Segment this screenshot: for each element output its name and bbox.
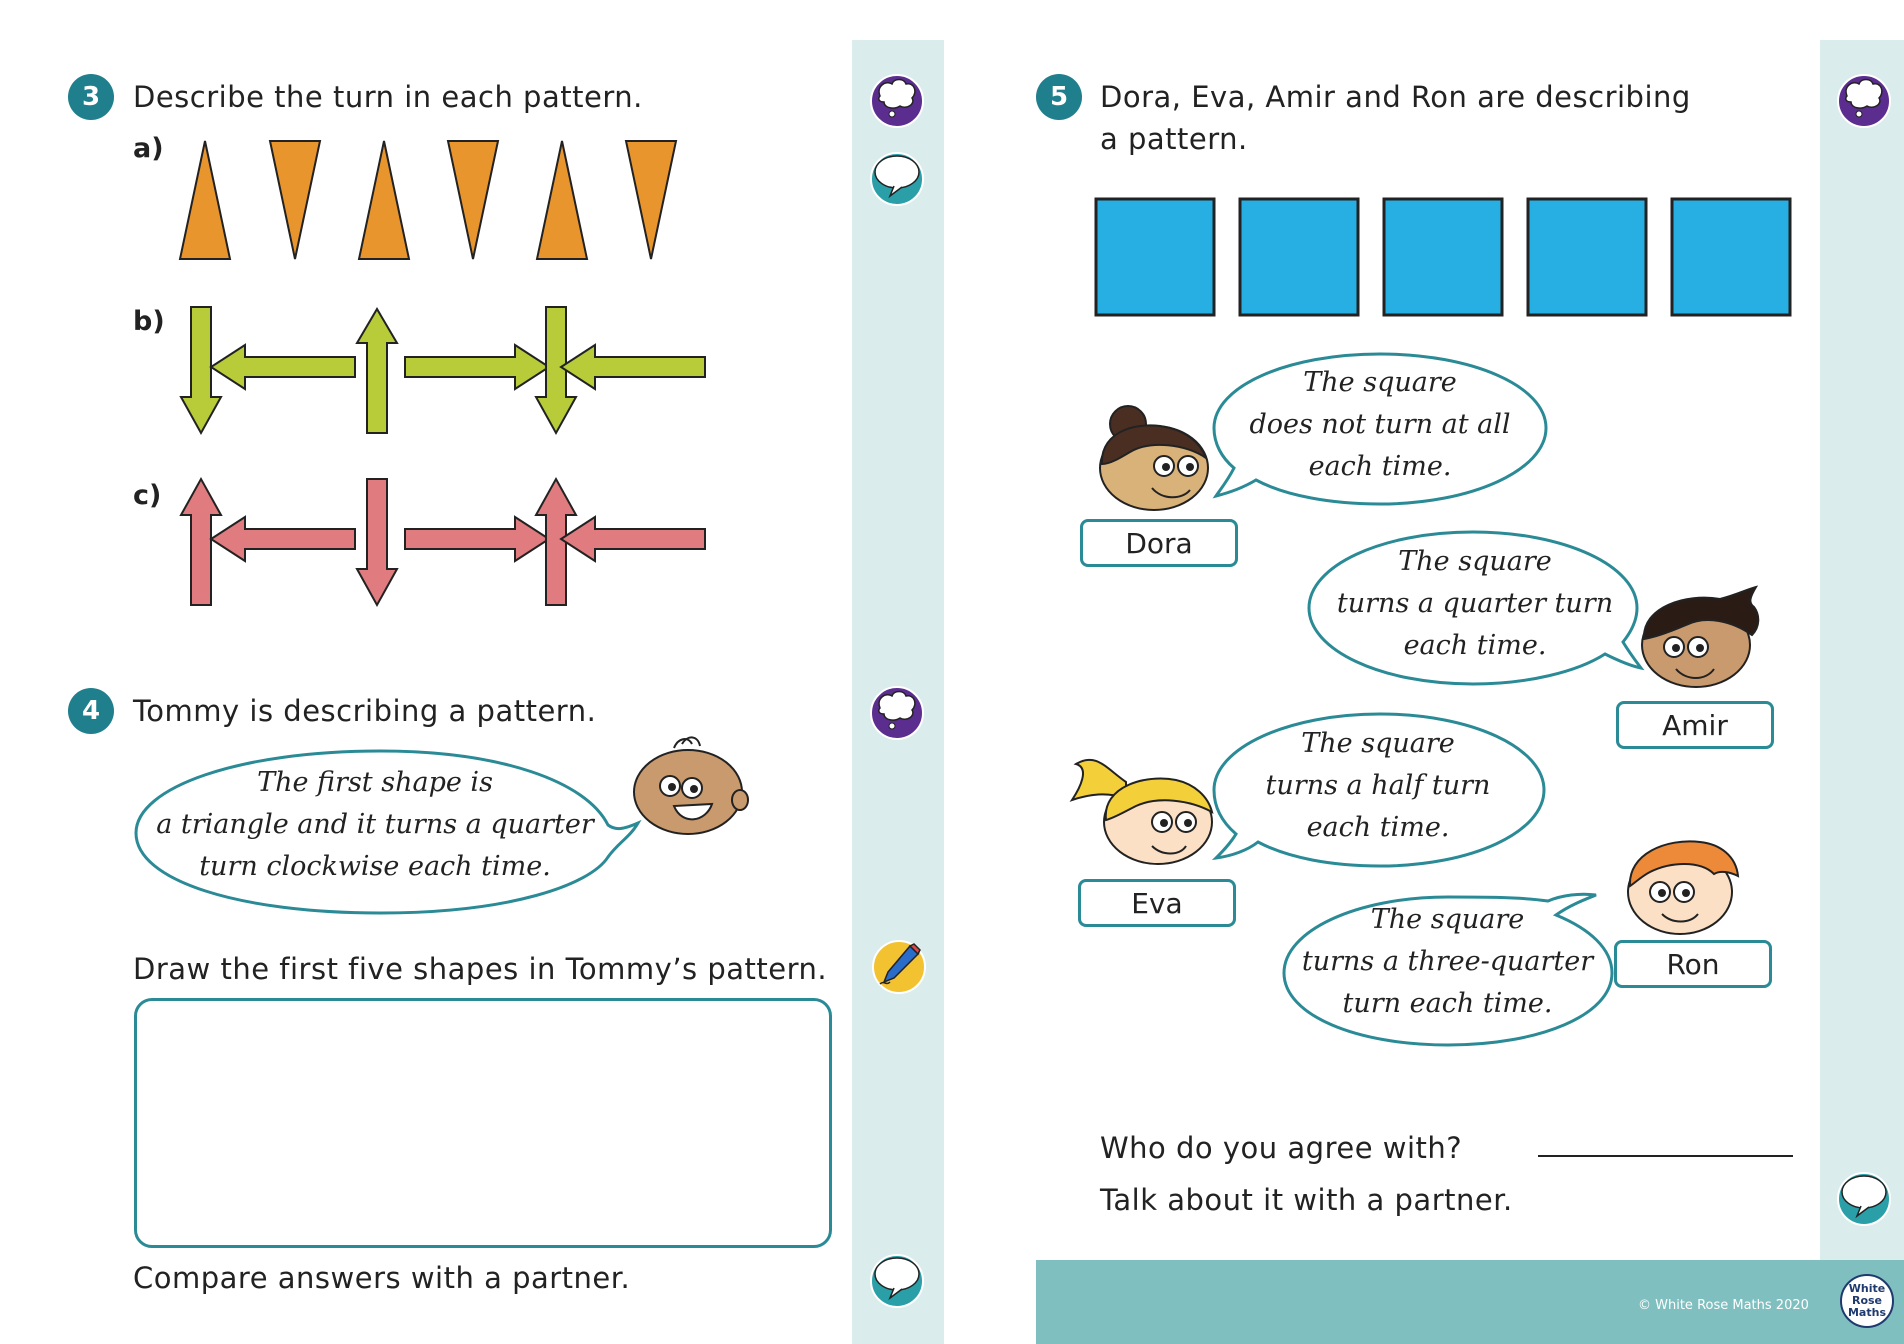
arrow-left-2 bbox=[561, 345, 705, 389]
answer-line[interactable] bbox=[1538, 1155, 1793, 1157]
talk-instruction: Talk about it with a partner. bbox=[1100, 1183, 1513, 1217]
thought-bubble-icon bbox=[868, 70, 926, 128]
part-c-label: c) bbox=[133, 480, 162, 511]
amir-name-label: Amir bbox=[1616, 701, 1774, 749]
eva-avatar bbox=[1066, 748, 1226, 870]
logo-line-1: White bbox=[1848, 1282, 1886, 1295]
dora-bubble-line-1: The square bbox=[1303, 367, 1457, 398]
arrow-left-1 bbox=[211, 345, 355, 389]
ron-bubble-line-1: The square bbox=[1370, 904, 1525, 935]
dora-bubble-line-3: each time. bbox=[1308, 451, 1452, 482]
logo-line-2: Rose bbox=[1851, 1294, 1883, 1307]
amir-bubble-line-3: each time. bbox=[1403, 630, 1547, 661]
triangle-pattern bbox=[170, 135, 690, 265]
question-5-number: 5 bbox=[1036, 74, 1082, 120]
logo-line-3: Maths bbox=[1847, 1306, 1886, 1319]
dora-avatar bbox=[1090, 400, 1220, 515]
arrow-left-4 bbox=[561, 517, 705, 561]
tommy-bubble-line-1: The first shape is bbox=[257, 767, 493, 798]
speech-bubble-icon bbox=[1835, 1168, 1893, 1226]
amir-bubble-text bbox=[1320, 541, 1630, 667]
tommy-bubble-text bbox=[140, 762, 610, 888]
tommy-bubble-line-3: turn clockwise each time. bbox=[199, 851, 551, 882]
square-pattern bbox=[1092, 195, 1802, 320]
arrow-right-1 bbox=[405, 345, 549, 389]
triangle-down-3 bbox=[626, 141, 676, 259]
ron-avatar bbox=[1620, 830, 1750, 940]
square-2 bbox=[1240, 199, 1358, 315]
speech-bubble-icon bbox=[868, 1250, 926, 1308]
dora-bubble-text bbox=[1230, 362, 1530, 488]
arrow-left-3 bbox=[211, 517, 355, 561]
arrow-up-1 bbox=[357, 309, 397, 433]
eva-bubble-line-3: each time. bbox=[1306, 812, 1450, 843]
thought-bubble-icon bbox=[1835, 70, 1893, 128]
amir-bubble-line-1: The square bbox=[1398, 546, 1552, 577]
triangle-down-2 bbox=[448, 141, 498, 259]
drawing-answer-box[interactable] bbox=[134, 998, 832, 1248]
copyright-text: © White Rose Maths 2020 bbox=[1638, 1298, 1809, 1313]
question-5-text-line-1: Dora, Eva, Amir and Ron are describing bbox=[1100, 80, 1691, 114]
triangle-down-1 bbox=[270, 141, 320, 259]
question-5-text-line-2: a pattern. bbox=[1100, 122, 1248, 156]
square-3 bbox=[1384, 199, 1502, 315]
green-arrow-pattern bbox=[175, 305, 715, 440]
part-a-label: a) bbox=[133, 133, 164, 164]
q4-instruction: Draw the first five shapes in Tommy’s pattern. bbox=[133, 952, 828, 986]
ron-bubble-line-3: turn each time. bbox=[1342, 988, 1553, 1019]
triangle-up-1 bbox=[180, 141, 230, 259]
pink-arrow-pattern bbox=[175, 475, 715, 610]
question-3-number: 3 bbox=[68, 74, 114, 120]
tommy-avatar bbox=[630, 730, 750, 840]
tommy-bubble-line-2: a triangle and it turns a quarter bbox=[156, 809, 594, 840]
square-4 bbox=[1528, 199, 1646, 315]
dora-name-label: Dora bbox=[1080, 519, 1238, 567]
thought-bubble-icon bbox=[868, 682, 926, 740]
eva-bubble-text bbox=[1228, 723, 1528, 849]
question-3-text: Describe the turn in each pattern. bbox=[133, 80, 643, 114]
question-4-text: Tommy is describing a pattern. bbox=[133, 694, 597, 728]
question-4-number: 4 bbox=[68, 688, 114, 734]
speech-bubble-icon bbox=[868, 148, 926, 206]
dora-bubble-line-2: does not turn at all bbox=[1249, 409, 1511, 440]
square-5 bbox=[1672, 199, 1790, 315]
arrow-down-3 bbox=[357, 479, 397, 605]
amir-bubble-line-2: turns a quarter turn bbox=[1336, 588, 1614, 619]
ron-name-label: Ron bbox=[1614, 940, 1772, 988]
triangle-up-3 bbox=[537, 141, 587, 259]
part-b-label: b) bbox=[133, 306, 165, 337]
ron-bubble-text bbox=[1295, 899, 1600, 1025]
q4-compare-text: Compare answers with a partner. bbox=[133, 1261, 631, 1295]
amir-avatar bbox=[1636, 585, 1766, 695]
eva-bubble-line-2: turns a half turn bbox=[1265, 770, 1491, 801]
pencil-icon bbox=[870, 936, 928, 994]
ron-bubble-line-2: turns a three-quarter bbox=[1301, 946, 1594, 977]
triangle-up-2 bbox=[359, 141, 409, 259]
eva-bubble-line-1: The square bbox=[1301, 728, 1455, 759]
white-rose-maths-logo bbox=[1840, 1274, 1894, 1328]
square-1 bbox=[1096, 199, 1214, 315]
eva-name-label: Eva bbox=[1078, 879, 1236, 927]
agree-question: Who do you agree with? bbox=[1100, 1131, 1463, 1165]
right-page-margin-strip bbox=[1820, 40, 1904, 1344]
arrow-right-2 bbox=[405, 517, 549, 561]
